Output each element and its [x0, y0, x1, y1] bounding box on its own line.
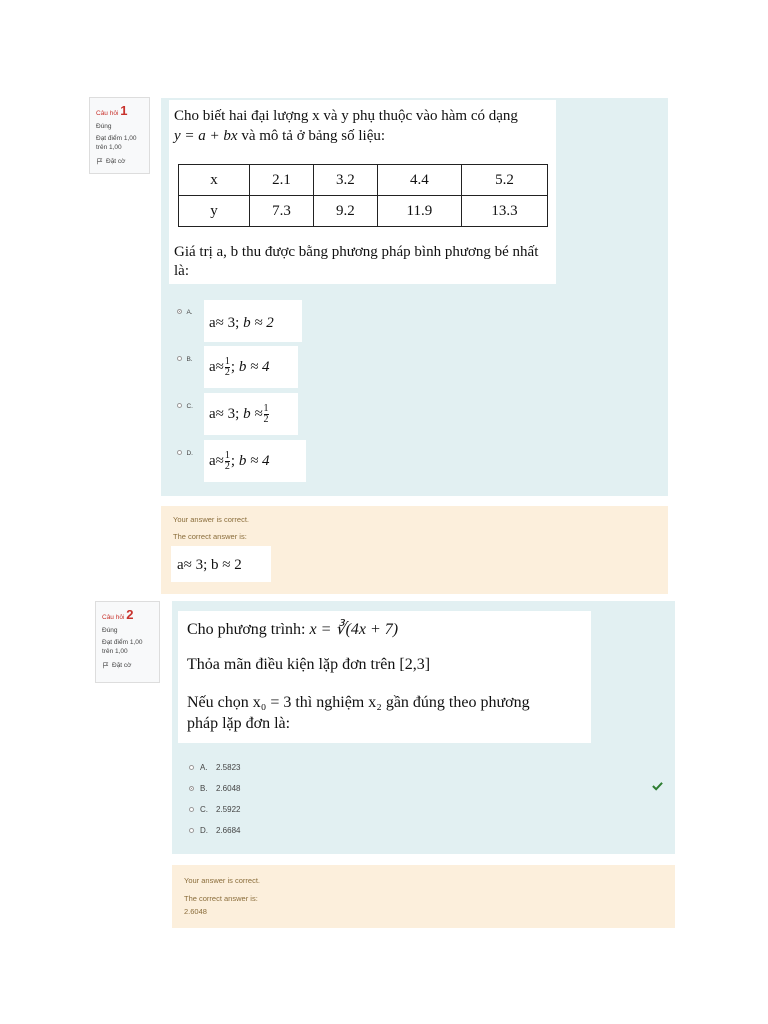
- question-label: Câu hỏi: [96, 110, 119, 117]
- question-grade: [102, 639, 153, 655]
- feedback-answer-box: [171, 546, 271, 582]
- radio-button[interactable]: [177, 450, 182, 455]
- table-cell: 5.2: [462, 165, 548, 196]
- question-info-1: [89, 97, 150, 174]
- table-cell: 4.4: [377, 165, 461, 196]
- question-text-line-3: Nếu chọn x₀ = 3 thì nghiệm x₂ gần đúng theo phương: [187, 694, 530, 711]
- table-cell: x: [179, 165, 250, 196]
- answer-option-d[interactable]: [177, 442, 193, 460]
- table-cell: 13.3: [462, 196, 548, 227]
- flag-label: Đặt cờ: [106, 157, 126, 165]
- answer-option-b[interactable]: [189, 784, 240, 793]
- option-letter: B.: [186, 356, 193, 363]
- flag-label: Đặt cờ: [112, 661, 132, 669]
- option-letter: A.: [200, 763, 208, 772]
- table-cell: y: [179, 196, 250, 227]
- check-icon: [652, 781, 663, 791]
- radio-button[interactable]: [189, 765, 194, 770]
- question-text-image-2: [178, 611, 591, 743]
- option-value: 2.6048: [216, 784, 241, 793]
- option-letter: C.: [186, 403, 193, 410]
- answer-option-c[interactable]: [177, 395, 193, 413]
- option-value: 2.5922: [216, 805, 241, 814]
- option-value: 2.5823: [216, 763, 241, 772]
- table-cell: 3.2: [313, 165, 377, 196]
- option-letter: B.: [200, 784, 208, 793]
- table-cell: 2.1: [250, 165, 314, 196]
- feedback-answer-value: 2.6048: [184, 907, 207, 916]
- table-cell: 7.3: [250, 196, 314, 227]
- question-info-2: [95, 601, 160, 683]
- option-value: 2.6684: [216, 826, 241, 835]
- radio-button[interactable]: [177, 356, 182, 361]
- fraction: [264, 404, 269, 425]
- option-letter: D.: [186, 450, 193, 457]
- option-a-prefix: a≈: [209, 452, 224, 469]
- answer-option-c[interactable]: [189, 805, 240, 814]
- table-cell: 11.9: [377, 196, 461, 227]
- option-a-part: a≈ 3;: [209, 315, 240, 331]
- grade-line-2: trên 1,00: [102, 647, 128, 655]
- grade-line-2: trên 1,00: [96, 143, 122, 151]
- option-a-suffix: ;: [230, 358, 236, 375]
- option-b-prefix: b ≈: [243, 405, 263, 422]
- table-row: [179, 165, 548, 196]
- answer-option-b[interactable]: [177, 348, 193, 366]
- question-label: Câu hỏi: [102, 614, 125, 621]
- option-c-content[interactable]: [204, 393, 298, 435]
- question-prompt-line-1: Giá trị a, b thu được bằng phương pháp bình phương bé nhất: [174, 244, 539, 260]
- grade-line-1: Đạt điểm 1,00: [96, 135, 137, 143]
- option-letter: D.: [200, 826, 208, 835]
- fraction: [225, 451, 230, 472]
- radio-button[interactable]: [189, 828, 194, 833]
- feedback-panel-1: [161, 506, 668, 594]
- option-a-part: a≈ 3;: [209, 405, 240, 422]
- answer-option-a[interactable]: [189, 763, 240, 772]
- option-b-part: b ≈ 4: [238, 452, 270, 469]
- flag-icon: [102, 662, 109, 669]
- question-text-line-2: [174, 128, 385, 145]
- table-row: [179, 196, 548, 227]
- question-number: 1: [120, 103, 128, 118]
- question-grade: [96, 135, 143, 151]
- feedback-correct-text: Your answer is correct.: [184, 876, 261, 885]
- question-text-image-1: [169, 100, 556, 284]
- feedback-answer-label: The correct answer is:: [173, 532, 247, 541]
- question-text-line-1: Cho biết hai đại lượng x và y phụ thuộc vào hàm có dạng: [174, 108, 518, 124]
- question-number: 2: [126, 607, 134, 622]
- flag-question-button[interactable]: [102, 662, 153, 670]
- fraction-denominator: 2: [224, 461, 230, 472]
- radio-button[interactable]: [177, 309, 182, 314]
- feedback-answer-value: a≈ 3; b ≈ 2: [177, 557, 242, 573]
- radio-button[interactable]: [189, 807, 194, 812]
- feedback-correct-text: Your answer is correct.: [173, 515, 250, 524]
- answer-option-d[interactable]: [189, 826, 240, 835]
- equation-math: x = ∛(4x + 7): [309, 621, 399, 638]
- feedback-panel-2: [172, 865, 675, 928]
- radio-button[interactable]: [177, 403, 182, 408]
- flag-icon: [96, 158, 103, 165]
- option-letter: C.: [200, 805, 208, 814]
- fraction-numerator: 1: [224, 356, 230, 367]
- question-state: Đúng: [96, 123, 112, 131]
- option-d-content[interactable]: [204, 440, 306, 482]
- grade-line-1: Đạt điểm 1,00: [102, 639, 143, 647]
- table-cell: 9.2: [313, 196, 377, 227]
- question-number-2: [102, 607, 153, 623]
- option-b-content[interactable]: [204, 346, 298, 388]
- feedback-answer-label: The correct answer is:: [184, 894, 258, 903]
- option-b-part: b ≈ 4: [238, 358, 270, 375]
- fraction-numerator: 1: [224, 450, 230, 461]
- radio-button[interactable]: [189, 786, 194, 791]
- option-b-part: b ≈ 2: [243, 315, 274, 331]
- option-a-prefix: a≈: [209, 358, 224, 375]
- question-prompt-line-2: là:: [174, 263, 189, 279]
- equation-rest: và mô tả ở bảng số liệu:: [237, 128, 386, 144]
- option-a-suffix: ;: [230, 452, 236, 469]
- question-state: Đúng: [102, 627, 118, 635]
- answer-option-a[interactable]: [177, 301, 193, 319]
- question-number-1: [96, 103, 143, 119]
- equation-label: Cho phương trình:: [187, 621, 310, 638]
- fraction-numerator: 1: [263, 403, 269, 414]
- option-a-content[interactable]: [204, 300, 302, 342]
- question-text-line-2: Thỏa mãn điều kiện lặp đơn trên [2,3]: [187, 656, 431, 673]
- option-letter: A.: [186, 309, 193, 316]
- flag-question-button[interactable]: [96, 158, 143, 166]
- data-table: [178, 164, 548, 227]
- fraction-denominator: 2: [263, 414, 269, 425]
- question-text-line-1: [187, 619, 398, 639]
- fraction: [225, 357, 230, 378]
- question-text-line-4: pháp lặp đơn là:: [187, 715, 291, 732]
- fraction-denominator: 2: [224, 367, 230, 378]
- equation-math: y = a + bx: [174, 128, 238, 144]
